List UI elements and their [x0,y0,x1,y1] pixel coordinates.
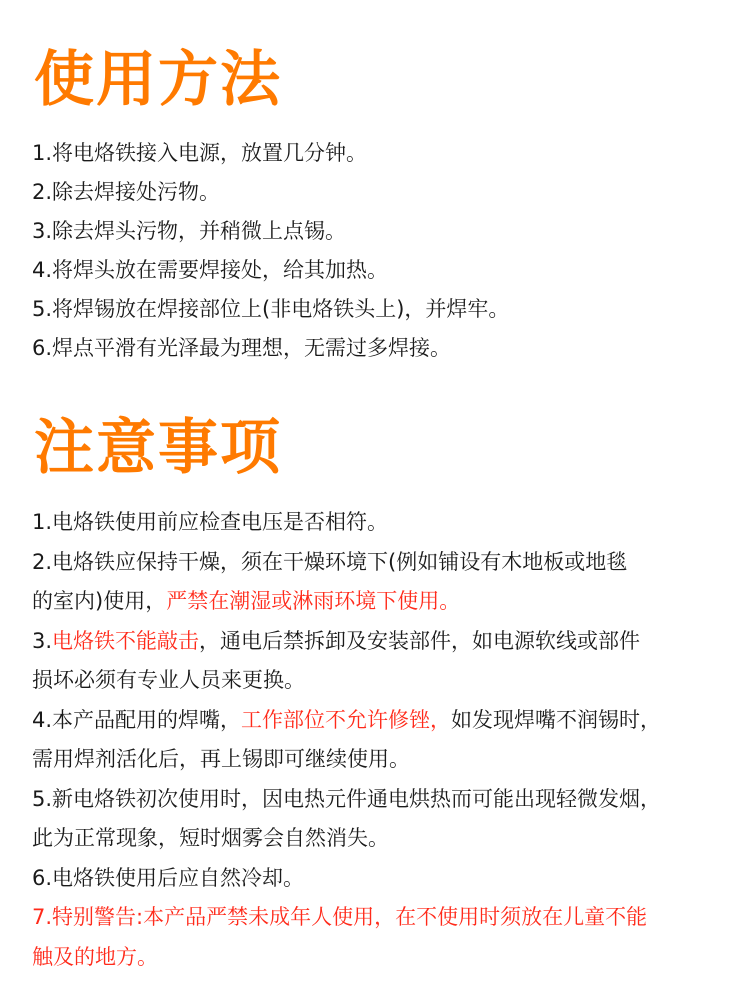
caution-line [32,582,732,622]
caution-text: 的室内)使用， [32,589,167,613]
caution-text: 1.电烙铁使用前应检查电压是否相符。 [32,510,389,534]
usage-item-5: 5.将焊锡放在焊接部位上(非电烙铁头上)，并焊牢。 [32,297,510,321]
caution-line [32,543,732,583]
caution-warning-text: 7.特别警告:本产品严禁未成年人使用，在不使用时须放在儿童不能 [32,905,648,929]
caution-warning-text: 触及的地方。 [32,944,158,969]
caution-list [32,503,732,977]
usage-item-1: 1.将电烙铁接入电源，放置几分钟。 [32,141,368,165]
usage-list [32,134,732,368]
caution-text: 如发现焊嘴不润锡时， [451,707,662,732]
usage-item-3: 3.除去焊头污物，并稍微上点锡。 [32,219,347,243]
caution-line [32,503,732,543]
caution-line [32,622,732,662]
caution-text: 2.电烙铁应保持干燥，须在干燥环境下(例如铺设有木地板或地毯 [32,549,628,574]
caution-warning-text: 电烙铁不能敲击 [52,628,200,653]
caution-line [32,740,732,780]
caution-warning-text: 严禁在潮湿或淋雨环境下使用。 [166,589,461,613]
caution-line [32,701,732,741]
caution-line [32,898,732,938]
caution-text: ，通电后禁拆卸及安装部件，如电源软线或部件 [199,628,641,653]
usage-title: 使用方法 [34,45,282,115]
caution-text: 5.新电烙铁初次使用时，因电热元件通电烘热而可能出现轻微发烟， [32,786,662,811]
caution-line [32,661,732,701]
usage-item-2: 2.除去焊接处污物。 [32,180,221,204]
caution-text: 损坏必须有专业人员来更换。 [32,668,305,692]
caution-text: 3. [32,628,53,653]
caution-text: 6.电烙铁使用后应自然冷却。 [32,865,305,890]
caution-text: 此为正常现象，短时烟雾会自然消失。 [32,826,389,850]
caution-line [32,819,732,859]
caution-text: 需用焊剂活化后，再上锡即可继续使用。 [32,747,410,771]
caution-text: 4.本产品配用的焊嘴， [32,707,242,732]
caution-line [32,780,732,820]
usage-item-4: 4.将焊头放在需要焊接处，给其加热。 [32,258,389,282]
usage-item-6: 6.焊点平滑有光泽最为理想，无需过多焊接。 [32,336,452,360]
caution-line [32,859,732,899]
caution-line [32,938,732,978]
caution-title: 注意事项 [34,413,282,483]
caution-warning-text: 工作部位不允许修锉， [241,707,452,732]
